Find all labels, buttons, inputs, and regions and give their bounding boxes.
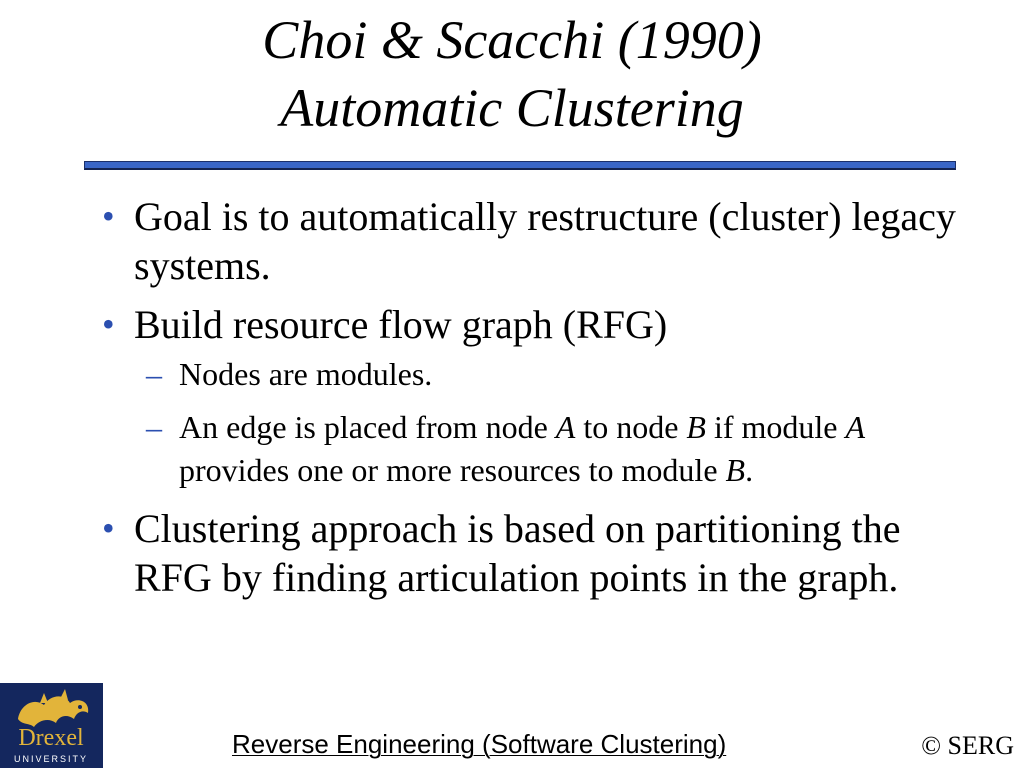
bullet-item [100, 192, 970, 290]
bullet-text: Goal is to automatically restructure (cluster) legacy systems. [134, 194, 956, 288]
sub-bullet-marker: – [146, 409, 162, 445]
italic-module-b: B [725, 452, 746, 488]
slide-body [100, 192, 970, 602]
slide-title [0, 6, 1024, 142]
bullet-item [100, 504, 970, 602]
sub-bullet-text [179, 409, 865, 488]
text-segment: to node [575, 409, 687, 445]
text-segment: provides one or more resources to module [179, 452, 726, 488]
bullet-text: Clustering approach is based on partitioning the RFG by finding articulation points in the graph. [134, 506, 901, 600]
title-divider [84, 161, 956, 170]
bullet-marker: • [102, 304, 115, 344]
title-line-2: Automatic Clustering [280, 78, 744, 138]
italic-node-b: B [686, 409, 706, 445]
bullet-text: Build resource flow graph (RFG) [134, 302, 668, 347]
drexel-logo [0, 683, 103, 768]
sub-bullet-marker: – [146, 356, 162, 392]
sub-bullet-text: Nodes are modules. [179, 356, 433, 392]
logo-wordmark: Drexel [18, 725, 84, 751]
italic-module-a: A [845, 409, 866, 445]
dragon-icon [0, 683, 103, 768]
title-line-1: Choi & Scacchi (1990) [262, 10, 762, 70]
text-segment: An edge is placed from node [179, 409, 556, 445]
text-segment: . [745, 452, 754, 488]
italic-node-a: A [555, 409, 576, 445]
bullet-item [100, 300, 970, 349]
bullet-marker: • [102, 196, 115, 236]
copyright-notice: © SERG [921, 731, 1014, 760]
bullet-marker: • [102, 508, 115, 548]
sub-bullet-item [100, 406, 970, 492]
text-segment: if module [705, 409, 846, 445]
footer-title: Reverse Engineering (Software Clustering) [232, 729, 727, 759]
logo-subword: UNIVERSITY [13, 754, 89, 764]
sub-bullet-item [100, 353, 970, 396]
